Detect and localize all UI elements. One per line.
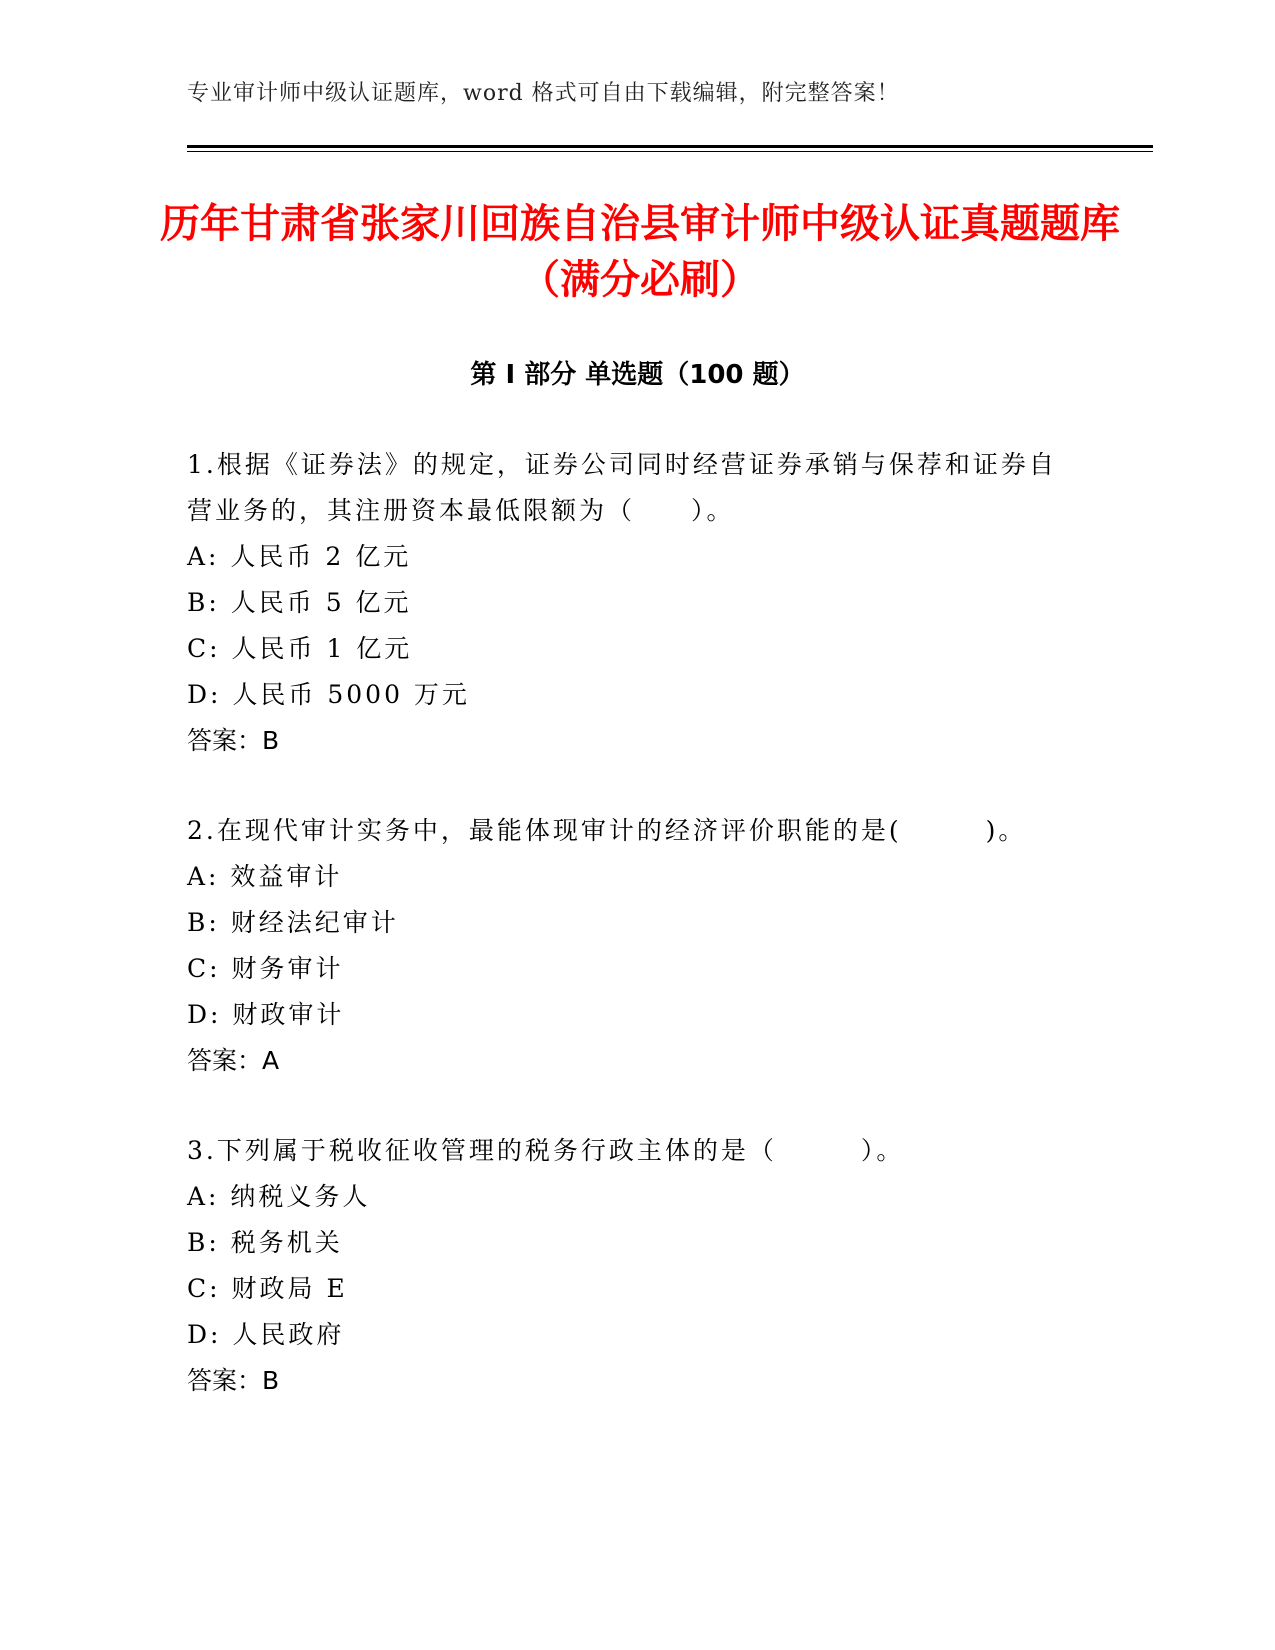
question-stem: 2.在现代审计实务中，最能体现审计的经济评价职能的是( )。 [187, 816, 1027, 845]
question-3 [187, 1128, 1067, 1404]
option-a: A: 纳税义务人 [187, 1182, 371, 1211]
question-list [187, 442, 1067, 1448]
document-title: 历年甘肃省张家川回族自治县审计师中级认证真题题库（满分必刷） [160, 201, 1120, 303]
option-c: C: 人民币 1 亿元 [187, 634, 413, 663]
question-1 [187, 442, 1067, 764]
option-b: B: 人民币 5 亿元 [187, 588, 412, 617]
section-title: 第 I 部分 单选题（100 题） [470, 360, 805, 390]
question-stem: 3.下列属于税收征收管理的税务行政主体的是（ ）。 [187, 1136, 905, 1165]
answer-line: 答案：B [187, 1366, 280, 1395]
option-a: A: 人民币 2 亿元 [187, 542, 412, 571]
header-rule-thick [187, 145, 1153, 148]
answer-line: 答案：B [187, 726, 280, 755]
question-stem: 1.根据《证券法》的规定，证券公司同时经营证券承销与保荐和证券自营业务的，其注册资本最低限额为（ ）。 [187, 450, 1057, 525]
option-c: C: 财政局 E [187, 1274, 348, 1303]
option-c: C: 财务审计 [187, 954, 344, 983]
header-note: 专业审计师中级认证题库，word 格式可自由下载编辑，附完整答案！ [187, 81, 900, 106]
option-d: D: 人民政府 [187, 1320, 345, 1349]
header-rule-thin [187, 151, 1153, 152]
option-b: B: 税务机关 [187, 1228, 343, 1257]
option-b: B: 财经法纪审计 [187, 908, 399, 937]
question-2 [187, 808, 1067, 1084]
option-d: D: 人民币 5000 万元 [187, 680, 470, 709]
answer-line: 答案：A [187, 1046, 280, 1075]
option-d: D: 财政审计 [187, 1000, 345, 1029]
option-a: A: 效益审计 [187, 862, 343, 891]
